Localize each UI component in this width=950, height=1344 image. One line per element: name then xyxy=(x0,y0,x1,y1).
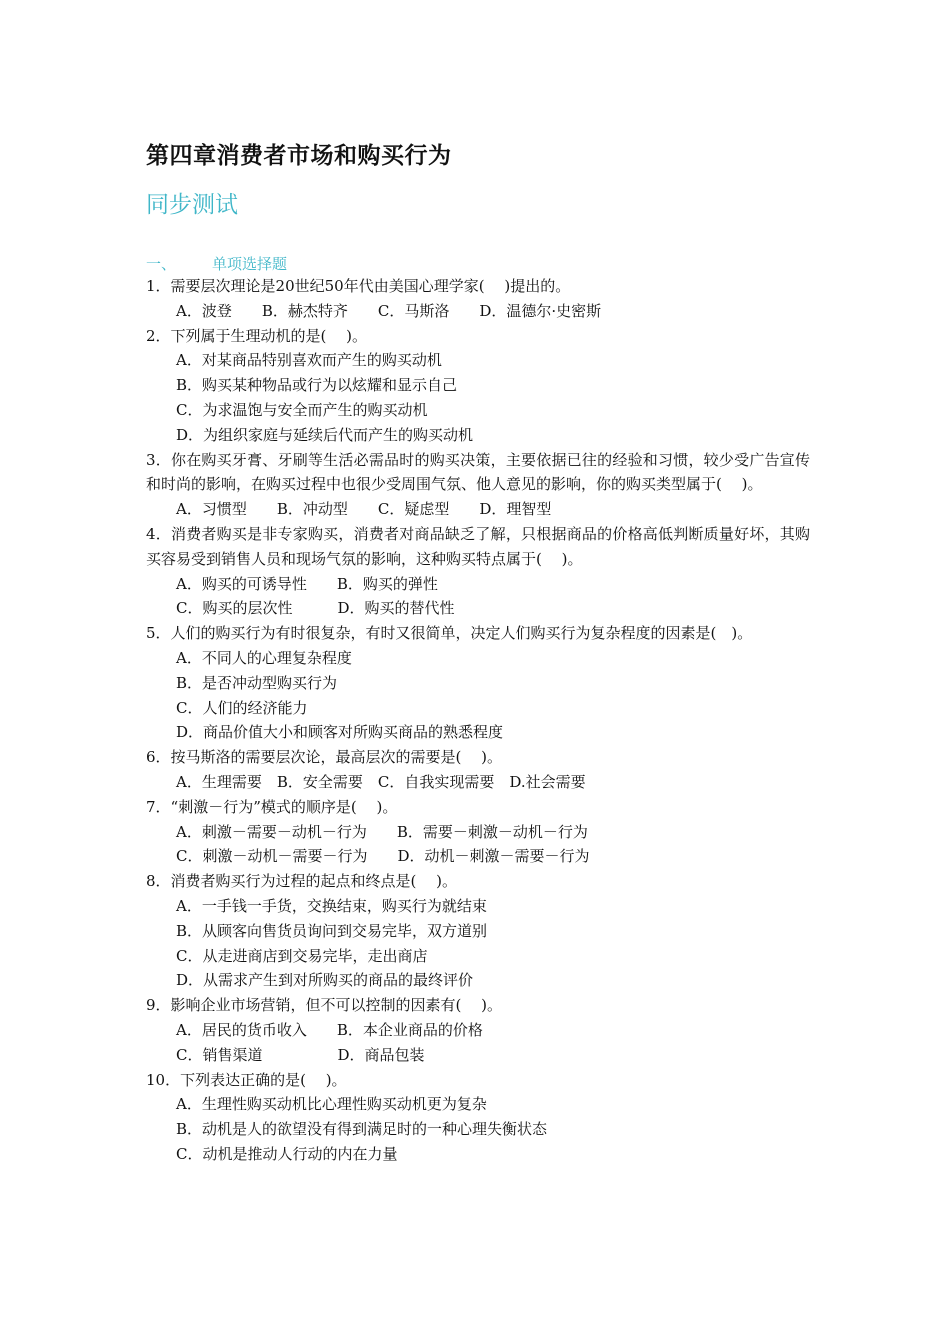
question-stem: 6．按马斯洛的需要层次论，最高层次的需要是( )。 xyxy=(146,748,503,767)
answer-options-line: A．不同人的心理复杂程度 xyxy=(176,648,352,667)
answer-options-line: A．购买的可诱导性 B．购买的弹性 xyxy=(176,574,438,593)
answer-options-line: B．购买某种物品或行为以炫耀和显示自己 xyxy=(176,376,458,395)
answer-options-line: C．动机是推动人行动的内在力量 xyxy=(176,1144,398,1163)
question-list xyxy=(146,274,810,1167)
question-stem: 3．你在购买牙膏、牙刷等生活必需品时的购买决策，主要依据已往的经验和习惯，较少受广告宣传和时尚的影响，在购买过程中也很少受周围气氛、他人意见的影响，你的购买类型属于( )。 xyxy=(146,450,810,494)
question-stem: 5．人们的购买行为有时很复杂，有时又很简单，决定人们购买行为复杂程度的因素是( )。 xyxy=(146,624,753,643)
question-stem: 10．下列表达正确的是( )。 xyxy=(146,1070,347,1089)
answer-options-line: C．人们的经济能力 xyxy=(176,698,308,717)
answer-options-line: C．刺激－动机－需要－行为 D．动机－刺激－需要－行为 xyxy=(176,847,590,866)
question-stem: 8．消费者购买行为过程的起点和终点是( )。 xyxy=(146,872,458,891)
answer-options-line: B．动机是人的欲望没有得到满足时的一种心理失衡状态 xyxy=(176,1120,548,1139)
answer-options-line: A．对某商品特别喜欢而产生的购买动机 xyxy=(176,351,442,370)
question-stem: 1．需要层次理论是20世纪50年代由美国心理学家( )提出的。 xyxy=(146,277,571,295)
answer-options-line: A．刺激－需要－动机－行为 B．需要－刺激－动机－行为 xyxy=(176,822,588,841)
answer-options-line: A．生理需要 B．安全需要 C．自我实现需要 D.社会需要 xyxy=(176,772,586,791)
chapter-title: 第四章消费者市场和购买行为 xyxy=(146,143,452,169)
section-subtitle: 同步测试 xyxy=(146,192,238,218)
answer-options-line: D．商品价值大小和顾客对所购买商品的熟悉程度 xyxy=(176,723,504,742)
answer-options-line: C．购买的层次性 D．购买的替代性 xyxy=(176,599,455,618)
answer-options-line: A．习惯型 B．冲动型 C．疑虑型 D．理智型 xyxy=(176,500,552,519)
question-section-heading xyxy=(146,253,287,274)
answer-options-line: A．一手钱一手货，交换结束，购买行为就结束 xyxy=(176,896,487,915)
section-label: 单项选择题 xyxy=(212,255,288,273)
answer-options-line: C．为求温饱与安全而产生的购买动机 xyxy=(176,400,428,419)
answer-options-line: D．为组织家庭与延续后代而产生的购买动机 xyxy=(176,425,474,444)
answer-options-line: C．从走进商店到交易完毕，走出商店 xyxy=(176,946,428,965)
answer-options-line: A．居民的货币收入 B．本企业商品的价格 xyxy=(176,1020,483,1039)
answer-options-line: A．波登 B．赫杰特齐 C．马斯洛 D．温德尔·史密斯 xyxy=(176,301,602,320)
answer-options-line: A．生理性购买动机比心理性购买动机更为复杂 xyxy=(176,1095,487,1114)
answer-options-line: B．是否冲动型购买行为 xyxy=(176,673,338,692)
section-number: 一、 xyxy=(146,255,177,273)
question-stem: 7．“刺激－行为”模式的顺序是( )。 xyxy=(146,797,398,816)
question-stem: 9．影响企业市场营销，但不可以控制的因素有( )。 xyxy=(146,996,503,1015)
answer-options-line: C．销售渠道 D．商品包装 xyxy=(176,1045,425,1064)
question-stem: 2．下列属于生理动机的是( )。 xyxy=(146,326,368,345)
question-stem: 4．消费者购买是非专家购买，消费者对商品缺乏了解，只根据商品的价格高低判断质量好坏，其购买容易受到销售人员和现场气氛的影响，这种购买特点属于( )。 xyxy=(146,524,810,568)
answer-options-line: B．从顾客向售货员询问到交易完毕，双方道别 xyxy=(176,921,488,940)
answer-options-line: D．从需求产生到对所购买的商品的最终评价 xyxy=(176,971,474,990)
